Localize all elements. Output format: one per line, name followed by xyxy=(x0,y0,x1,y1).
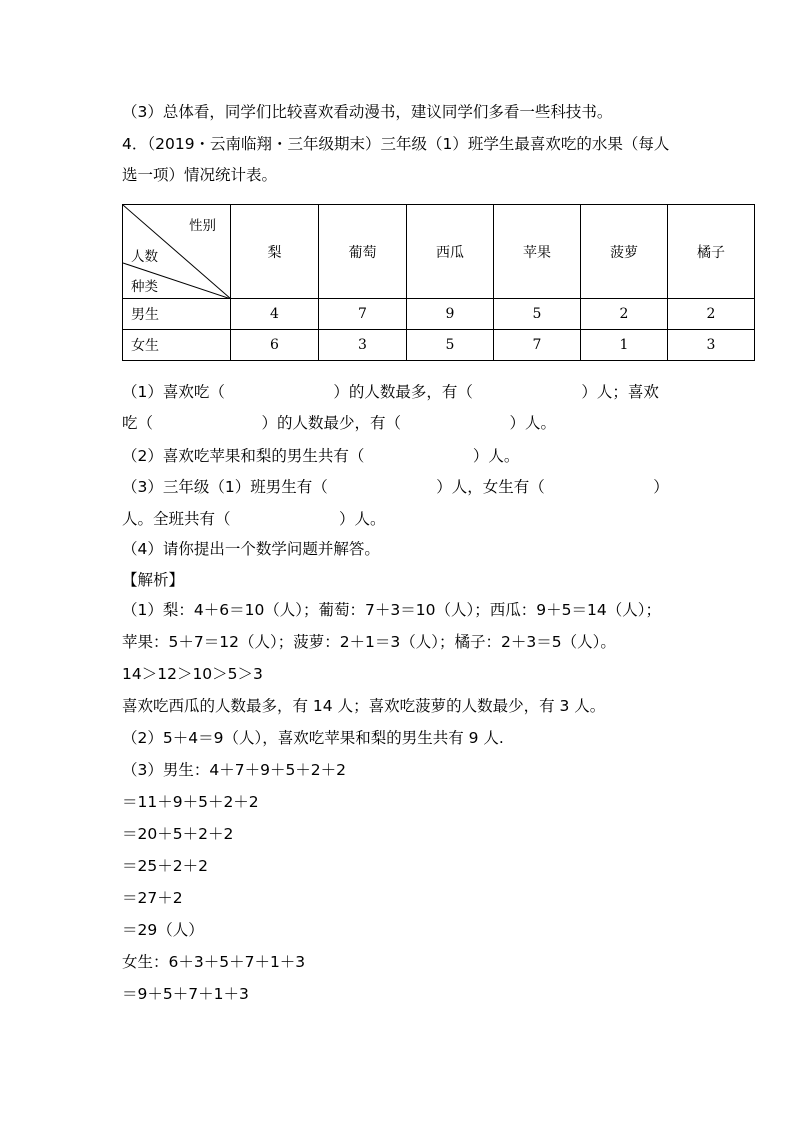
column-header: 西瓜 xyxy=(407,205,494,299)
corner-label-count: 人数 xyxy=(131,249,158,265)
table-row-boys xyxy=(123,299,755,330)
table-cell: 6 xyxy=(231,330,319,361)
solution-line: ＝27＋2 xyxy=(122,889,183,907)
solution-line: ＝25＋2＋2 xyxy=(122,857,208,875)
sub-question-1-line2: 吃（ ）的人数最少，有（ ）人。 xyxy=(122,414,557,432)
table-cell: 2 xyxy=(668,299,755,330)
solution-line: ＝11＋9＋5＋2＋2 xyxy=(122,793,259,811)
corner-label-type: 种类 xyxy=(131,279,158,295)
table-cell: 7 xyxy=(319,299,407,330)
column-header: 梨 xyxy=(231,205,319,299)
question-title-line1: 4．（2019・云南临翔・三年级期末）三年级（1）班学生最喜欢吃的水果（每人 xyxy=(122,135,670,153)
solution-line: ＝9＋5＋7＋1＋3 xyxy=(122,985,249,1003)
table-corner-header xyxy=(123,205,231,299)
column-header: 菠萝 xyxy=(581,205,668,299)
column-header: 橘子 xyxy=(668,205,755,299)
sub-question-1-line1: （1）喜欢吃（ ）的人数最多，有（ ）人；喜欢 xyxy=(122,383,659,401)
table-cell: 4 xyxy=(231,299,319,330)
solution-line: ＝20＋5＋2＋2 xyxy=(122,825,234,843)
column-header: 苹果 xyxy=(494,205,581,299)
solution-header: 【解析】 xyxy=(122,571,185,589)
sub-question-4: （4）请你提出一个数学问题并解答。 xyxy=(122,540,380,558)
solution-line: ＝29（人） xyxy=(122,921,204,939)
solution-line: 14＞12＞10＞5＞3 xyxy=(122,665,263,683)
table-cell: 3 xyxy=(319,330,407,361)
table-row-girls xyxy=(123,330,755,361)
fruit-statistics-table xyxy=(122,204,755,361)
corner-label-gender: 性别 xyxy=(189,218,216,234)
sub-question-3-line2: 人。全班共有（ ）人。 xyxy=(122,510,386,528)
table-cell: 7 xyxy=(494,330,581,361)
column-header: 葡萄 xyxy=(319,205,407,299)
table-cell: 9 xyxy=(407,299,494,330)
row-label: 男生 xyxy=(123,299,231,330)
row-label: 女生 xyxy=(123,330,231,361)
table-cell: 1 xyxy=(581,330,668,361)
solution-line: 女生：6＋3＋5＋7＋1＋3 xyxy=(122,953,306,971)
intro-text: （3）总体看，同学们比较喜欢看动漫书，建议同学们多看一些科技书。 xyxy=(122,103,613,121)
solution-line: （3）男生：4＋7＋9＋5＋2＋2 xyxy=(122,761,347,779)
table-cell: 5 xyxy=(407,330,494,361)
table-cell: 5 xyxy=(494,299,581,330)
table-cell: 3 xyxy=(668,330,755,361)
solution-line: （1）梨：4＋6＝10（人）；葡萄：7＋3＝10（人）；西瓜：9＋5＝14（人）； xyxy=(122,601,661,619)
solution-line: 喜欢吃西瓜的人数最多，有 14 人；喜欢吃菠萝的人数最少，有 3 人。 xyxy=(122,697,606,715)
solution-line: （2）5＋4＝9（人），喜欢吃苹果和梨的男生共有 9 人. xyxy=(122,729,504,747)
solution-line: 苹果：5＋7＝12（人）；菠萝：2＋1＝3（人）；橘子：2＋3＝5（人）。 xyxy=(122,633,616,651)
question-title-line2: 选一项）情况统计表。 xyxy=(122,166,278,184)
table-cell: 2 xyxy=(581,299,668,330)
sub-question-3-line1: （3）三年级（1）班男生有（ ）人，女生有（ ） xyxy=(122,478,669,496)
sub-question-2: （2）喜欢吃苹果和梨的男生共有（ ）人。 xyxy=(122,447,520,465)
